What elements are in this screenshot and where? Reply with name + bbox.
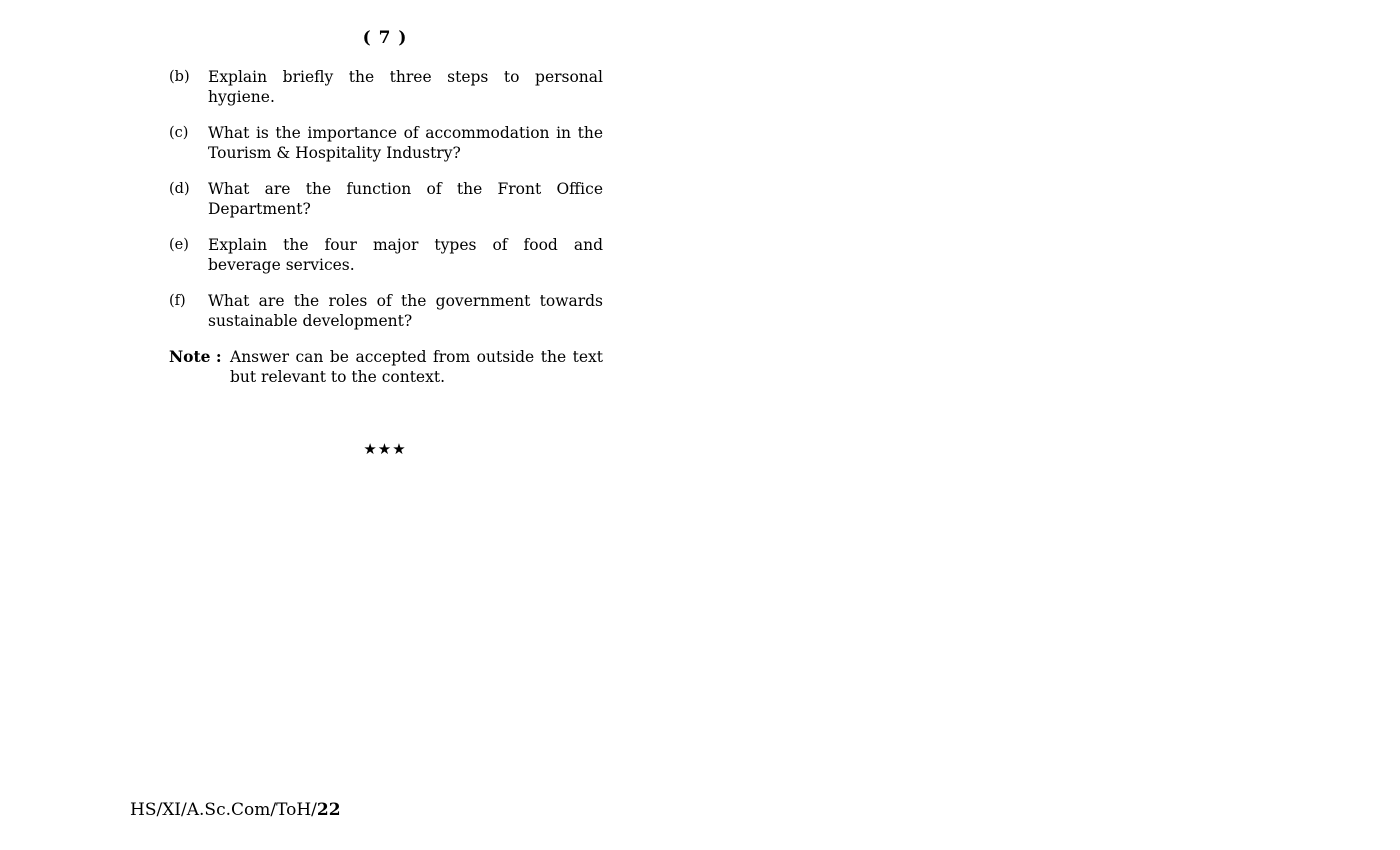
paper-code-number: 22: [316, 800, 341, 820]
question-text: What is the importance of accommodation in the Tourism & Hospitality Industry?: [208, 124, 603, 162]
question-item: [169, 123, 603, 163]
question-list: [169, 67, 603, 387]
question-text: Explain the four major types of food and beverage services.: [208, 236, 603, 274]
question-item: [169, 291, 603, 331]
question-label: (f): [169, 293, 186, 309]
question-item: [169, 235, 603, 275]
question-item: [169, 67, 603, 107]
note: [169, 347, 603, 387]
paper-code-prefix: HS/XI/A.Sc.Com/ToH/: [130, 800, 317, 820]
question-text: Explain briefly the three steps to personal hygiene.: [208, 68, 603, 106]
question-label: (b): [169, 69, 190, 85]
question-text: What are the function of the Front Office Department?: [208, 180, 603, 218]
question-label: (e): [169, 237, 189, 253]
note-text: Answer can be accepted from outside the text but relevant to the context.: [230, 348, 603, 386]
question-label: (d): [169, 181, 190, 197]
paper-code: [130, 800, 341, 820]
note-label: Note :: [169, 347, 222, 366]
end-of-paper-stars: ★★★: [363, 440, 407, 458]
question-item: [169, 179, 603, 219]
page-number: ( 7 ): [362, 28, 408, 48]
question-text: What are the roles of the government towards sustainable development?: [208, 292, 603, 330]
question-label: (c): [169, 125, 189, 141]
